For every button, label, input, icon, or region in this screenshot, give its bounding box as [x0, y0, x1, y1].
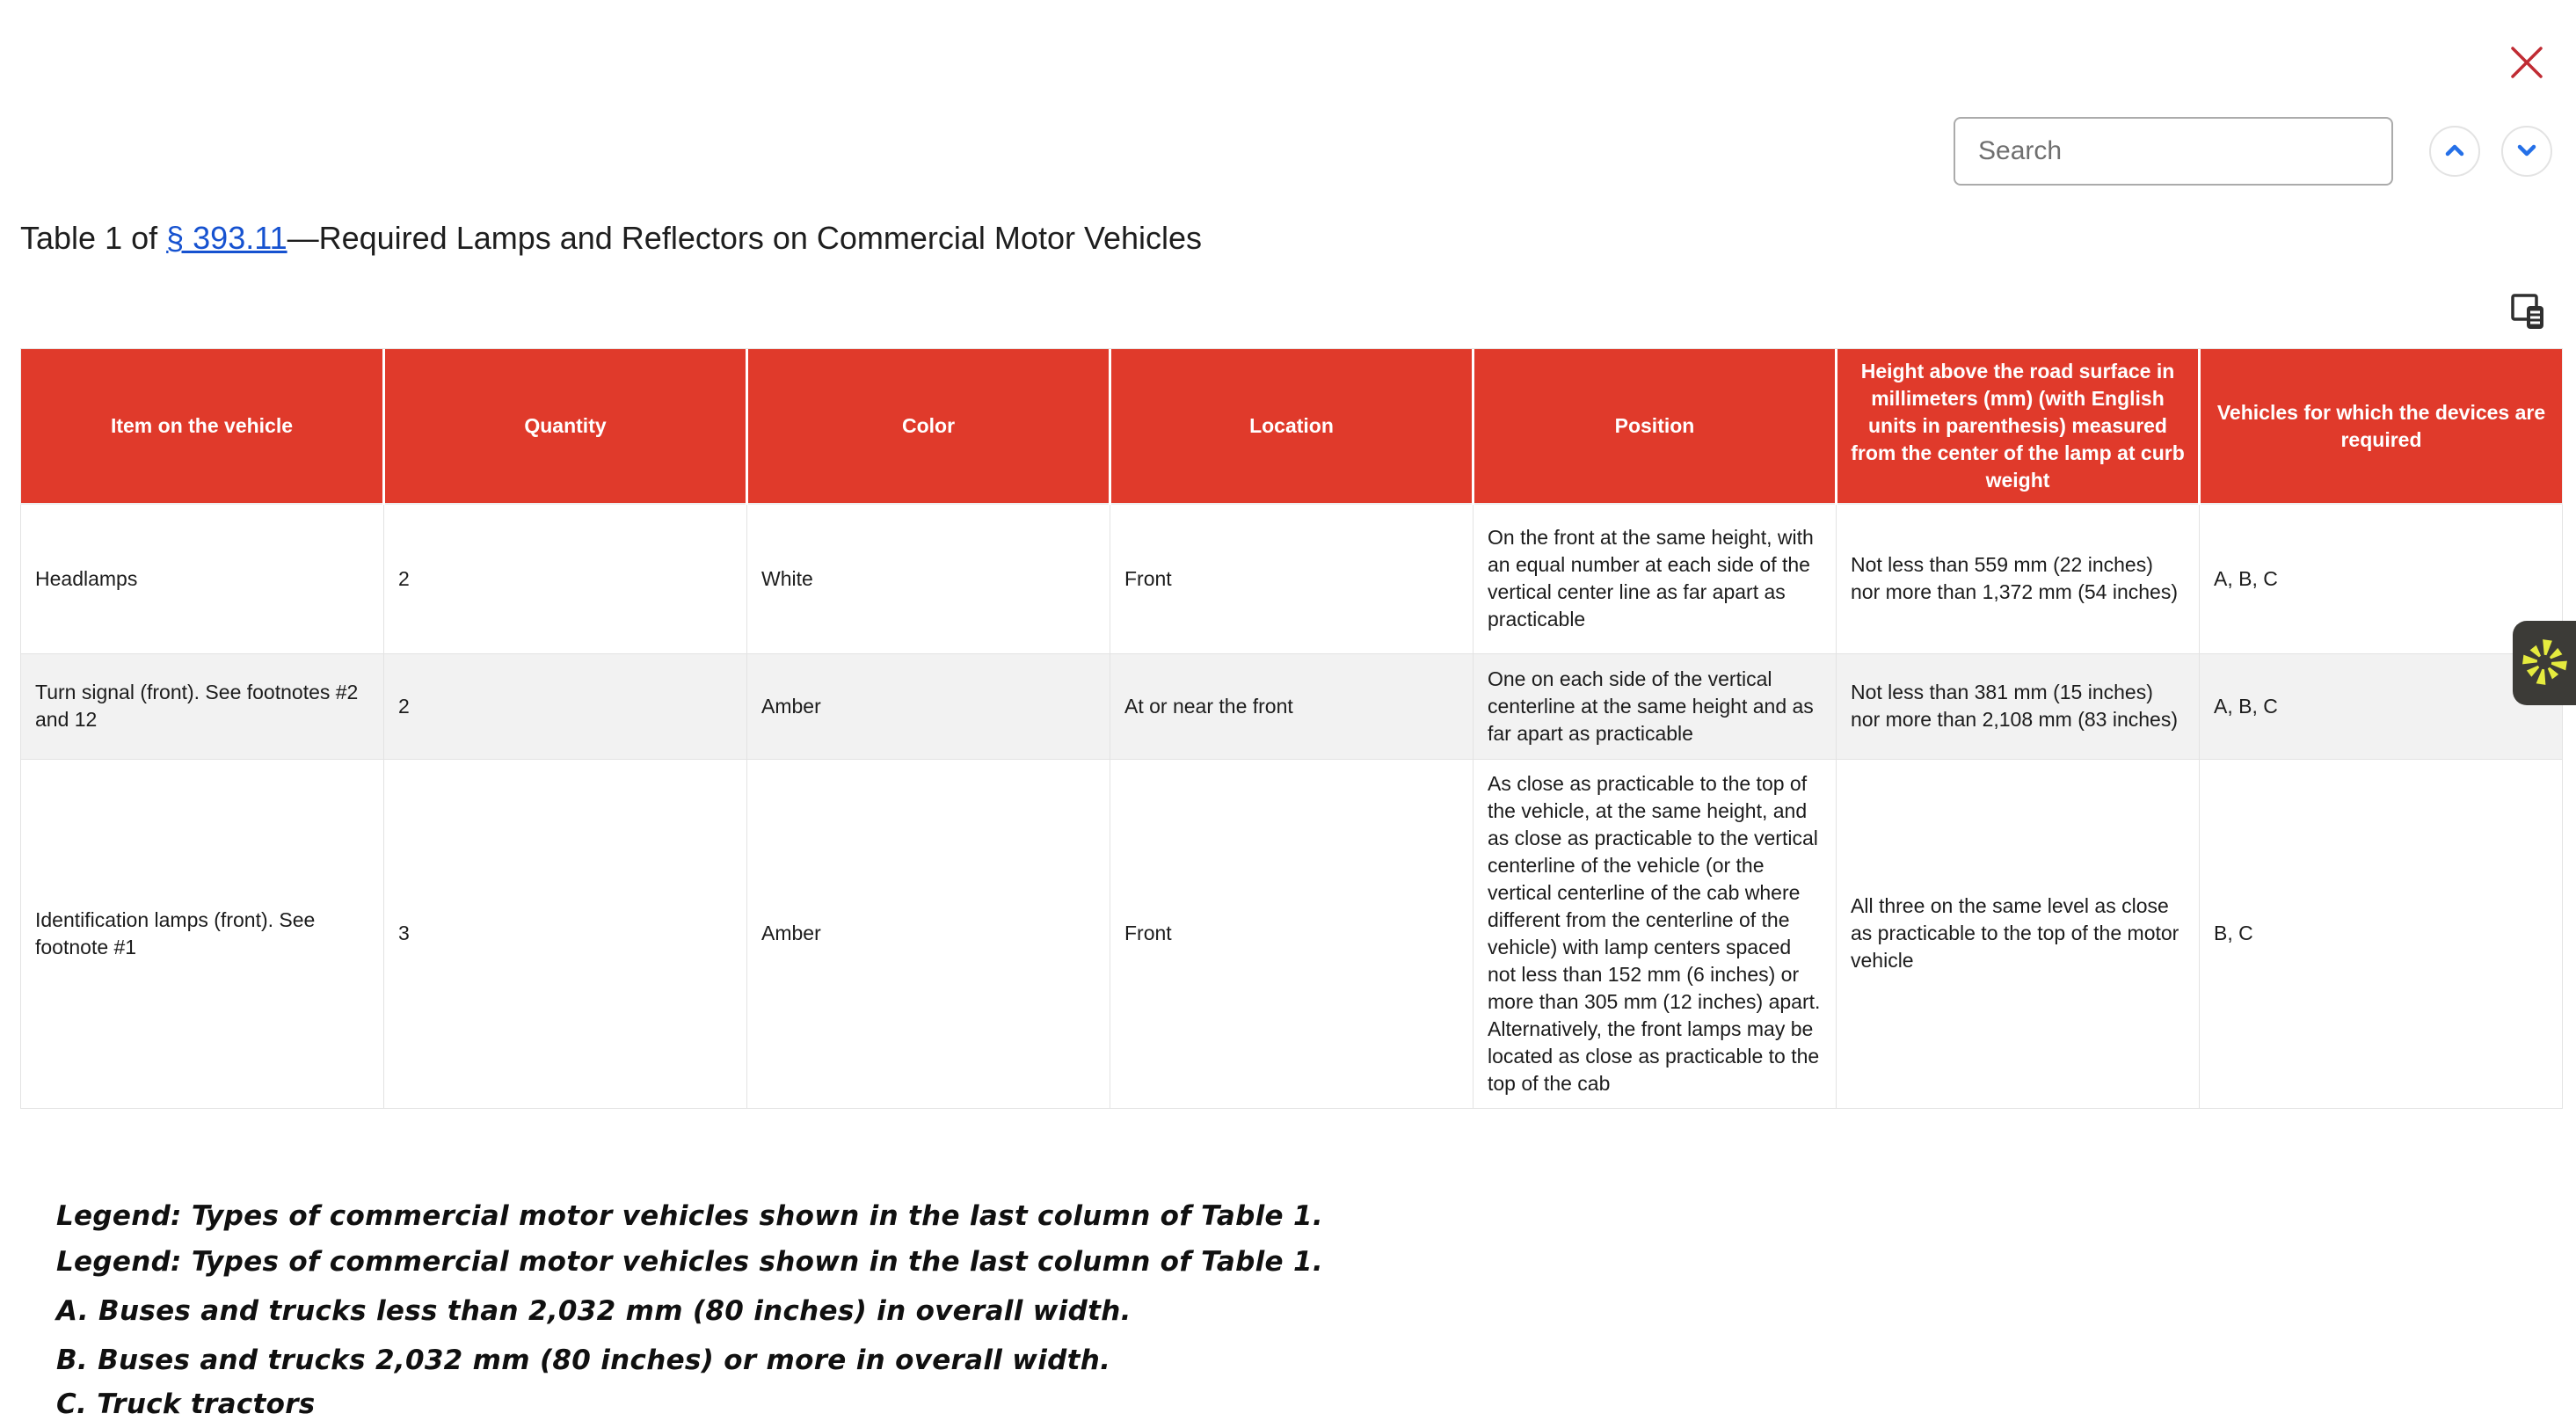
search-input[interactable]	[1954, 117, 2393, 186]
page-title	[20, 220, 1202, 257]
regulation-table	[20, 349, 2563, 1109]
table-display-button[interactable]	[2507, 292, 2550, 334]
legend-line: Legend: Types of commercial motor vehicles shown in the last column of Table 1.	[56, 1246, 1323, 1278]
cell-item: Identification lamps (front). See footnote #1	[21, 759, 384, 1108]
accessibility-badge-button[interactable]	[2513, 621, 2576, 705]
cell-height: All three on the same level as close as practicable to the top of the motor vehicle	[1837, 759, 2200, 1108]
cell-color: Amber	[747, 653, 1110, 759]
cell-location: At or near the front	[1110, 653, 1474, 759]
column-header-quantity: Quantity	[384, 349, 747, 504]
cell-height: Not less than 559 mm (22 inches) nor more than 1,372 mm (54 inches)	[1837, 504, 2200, 653]
find-previous-button[interactable]	[2429, 126, 2480, 177]
legend-line: B. Buses and trucks 2,032 mm (80 inches) or more in overall width.	[56, 1344, 1111, 1376]
title-prefix: Table 1 of	[20, 220, 167, 256]
cell-color: Amber	[747, 759, 1110, 1108]
column-header-item: Item on the vehicle	[21, 349, 384, 504]
section-link[interactable]: § 393.11	[166, 220, 287, 256]
column-header-color: Color	[747, 349, 1110, 504]
table-row	[21, 504, 2563, 653]
cell-location: Front	[1110, 504, 1474, 653]
cell-color: White	[747, 504, 1110, 653]
column-header-position: Position	[1474, 349, 1837, 504]
column-header-location: Location	[1110, 349, 1474, 504]
column-header-height: Height above the road surface in millimeters (mm) (with English units in parenthesis) measured from the center of the lamp at curb weight	[1837, 349, 2200, 504]
cell-position: One on each side of the vertical centerline at the same height and as far apart as practicable	[1474, 653, 1837, 759]
cell-quantity: 2	[384, 504, 747, 653]
cell-vehicles: A, B, C	[2200, 504, 2563, 653]
legend	[56, 1199, 1323, 1421]
cell-item: Headlamps	[21, 504, 384, 653]
regulation-table-container	[20, 348, 2563, 1159]
column-header-vehicles: Vehicles for which the devices are required	[2200, 349, 2563, 504]
title-suffix: —Required Lamps and Reflectors on Commercial Motor Vehicles	[287, 220, 1203, 256]
table-row	[21, 653, 2563, 759]
legend-line: C. Truck tractors	[56, 1388, 316, 1420]
cell-vehicles: B, C	[2200, 759, 2563, 1108]
cell-position: As close as practicable to the top of the vehicle, at the same height, and as close as practicable to the vertical centerline of the vehicle (or the vertical centerline of the cab where different from the centerline of the vehicle) with lamp centers spaced not less than 152 mm (6 inches) or more than 305 mm (12 inches) apart. Alternatively, the front lamps may be located as close as practicable to the top of the cab	[1474, 759, 1837, 1108]
table-header-row	[21, 349, 2563, 504]
cell-quantity: 2	[384, 653, 747, 759]
starburst-icon	[2519, 637, 2570, 690]
close-button[interactable]	[2506, 42, 2548, 84]
table-details-icon	[2508, 322, 2549, 335]
legend-line: A. Buses and trucks less than 2,032 mm (80 inches) in overall width.	[56, 1295, 1132, 1327]
table-row	[21, 759, 2563, 1108]
cell-height: Not less than 381 mm (15 inches) nor more than 2,108 mm (83 inches)	[1837, 653, 2200, 759]
cell-location: Front	[1110, 759, 1474, 1108]
find-next-button[interactable]	[2501, 126, 2552, 177]
cell-position: On the front at the same height, with an equal number at each side of the vertical center line as far apart as practicable	[1474, 504, 1837, 653]
cell-vehicles: A, B, C	[2200, 653, 2563, 759]
chevron-down-icon	[2514, 141, 2540, 163]
close-icon	[2507, 71, 2546, 84]
cell-item: Turn signal (front). See footnotes #2 and 12	[21, 653, 384, 759]
legend-line: Legend: Types of commercial motor vehicles shown in the last column of Table 1.	[56, 1200, 1323, 1232]
chevron-up-icon	[2441, 141, 2468, 163]
cell-quantity: 3	[384, 759, 747, 1108]
